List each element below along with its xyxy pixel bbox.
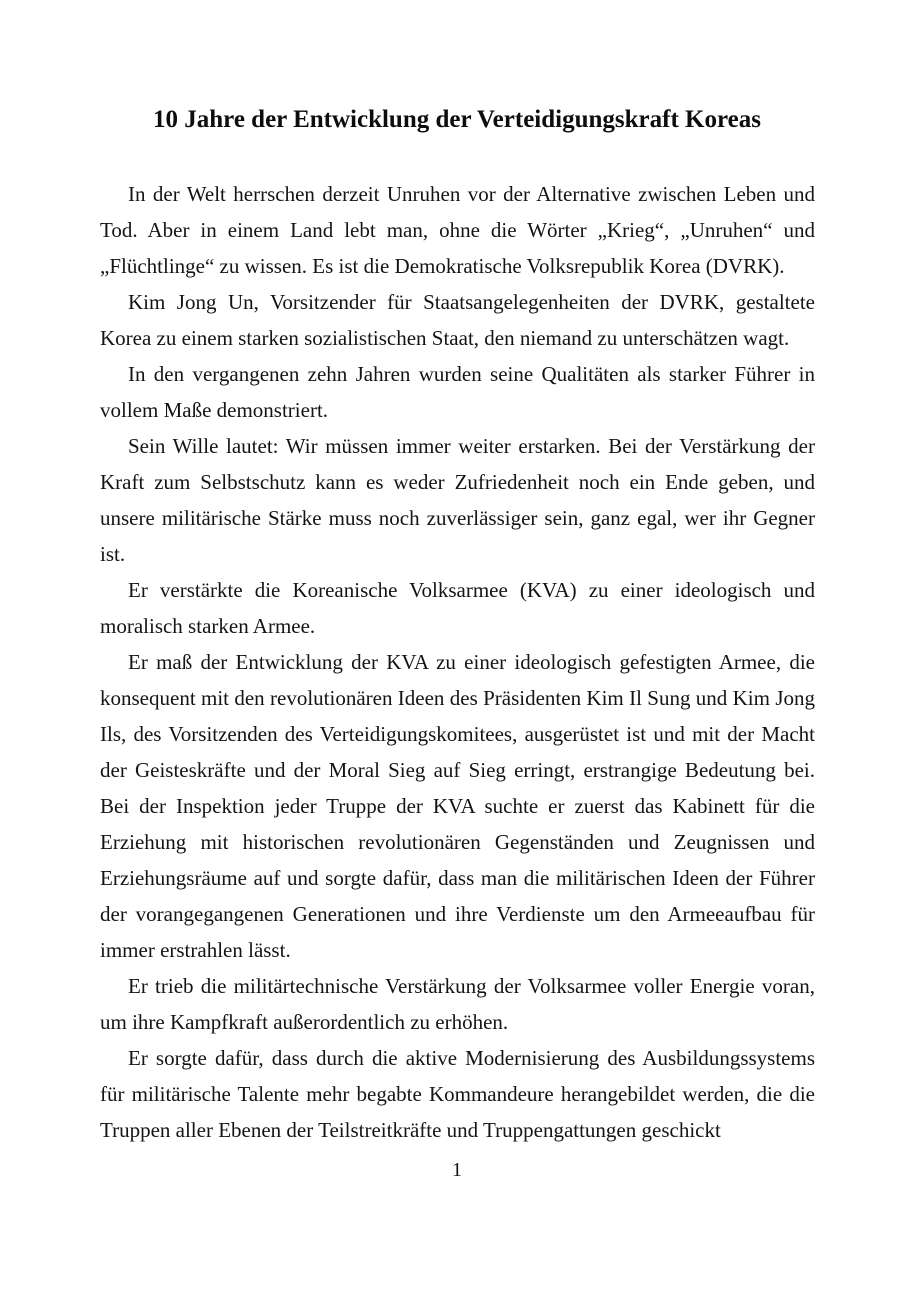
paragraph: In den vergangenen zehn Jahren wurden seine Qualitäten als starker Führer in vollem Maße demonstriert. [100,362,815,422]
paragraph: Sein Wille lautet: Wir müssen immer weiter erstarken. Bei der Verstärkung der Kraft zum Selbstschutz kann es weder Zufriedenheit noch ein Ende geben, und unsere militärische Stärke muss noch zuverlässiger sein, ganz egal, wer ihr Gegner ist. [100,434,815,566]
paragraph: Er sorgte dafür, dass durch die aktive Modernisierung des Ausbildungssystems für militärische Talente mehr begabte Kommandeure herangebildet werden, die die Truppen aller Ebenen der Teilstreitkräfte und Truppengattungen geschickt [100,1046,815,1142]
document-body [100,176,815,1148]
document-title: 10 Jahre der Entwicklung der Verteidigungskraft Koreas [153,106,761,133]
page-number: 1 [452,1159,462,1181]
paragraph: Kim Jong Un, Vorsitzender für Staatsangelegenheiten der DVRK, gestaltete Korea zu einem starken sozialistischen Staat, den niemand zu unterschätzen wagt. [100,290,815,350]
paragraph: Er trieb die militärtechnische Verstärkung der Volksarmee voller Energie voran, um ihre Kampfkraft außerordentlich zu erhöhen. [100,974,815,1034]
paragraph: Er maß der Entwicklung der KVA zu einer ideologisch gefestigten Armee, die konsequent mit den revolutionären Ideen des Präsidenten Kim Il Sung und Kim Jong Ils, des Vorsitzenden des Verteidigungskomitees, ausgerüstet ist und mit der Macht der Geisteskräfte und der Moral Sieg auf Sieg erringt, erstrangige Bedeutung bei. Bei der Inspektion jeder Truppe der KVA suchte er zuerst das Kabinett für die Erziehung mit historischen revolutionären Gegenständen und Zeugnissen und Erziehungsräume auf und sorgte dafür, dass man die militärischen Ideen der Führer der vorangegangenen Generationen und ihre Verdienste um den Armeeaufbau für immer erstrahlen lässt. [100,650,815,962]
paragraph: In der Welt herrschen derzeit Unruhen vor der Alternative zwischen Leben und Tod. Aber in einem Land lebt man, ohne die Wörter „Krieg“, „Unruhen“ und „Flüchtlinge“ zu wissen. Es ist die Demokratische Volksrepublik Korea (DVRK). [100,182,815,278]
paragraph: Er verstärkte die Koreanische Volksarmee (KVA) zu einer ideologisch und moralisch starken Armee. [100,578,815,638]
